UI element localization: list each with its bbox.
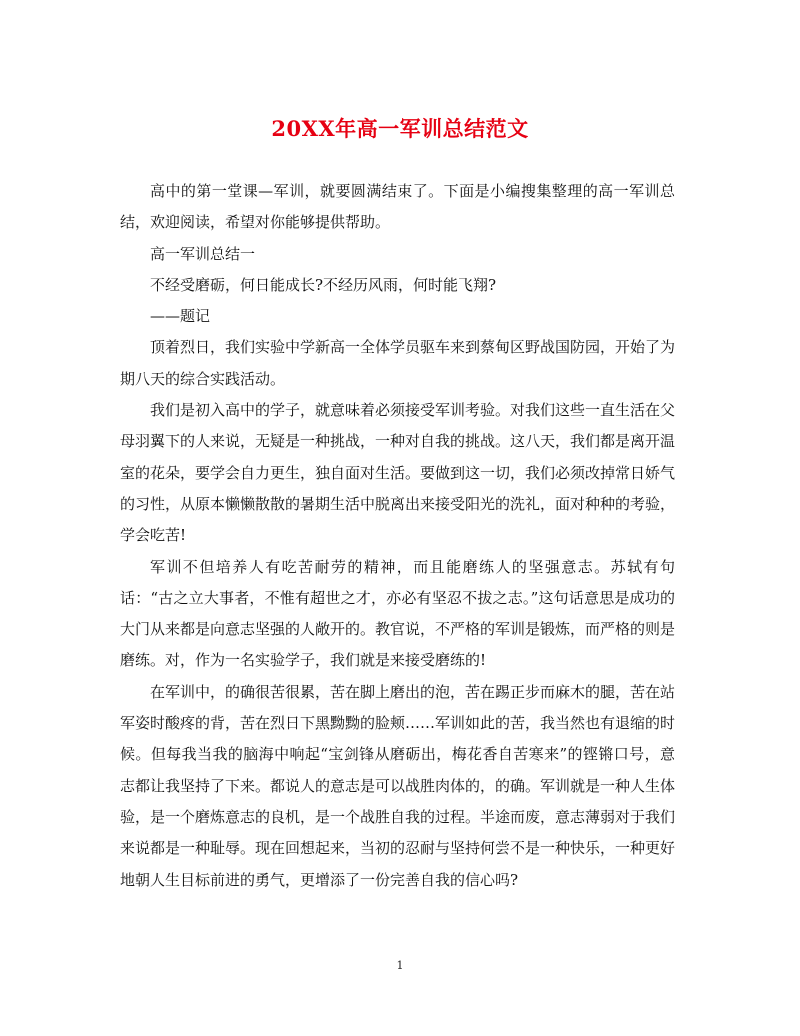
document-body — [120, 176, 675, 896]
section-heading: 高一军训总结一 — [150, 244, 256, 263]
body-paragraph: 顶着烈日，我们实验中学新高一全体学员驱车来到蔡甸区野战国防园，开始了为期八天的综合实践活动。 — [120, 338, 676, 388]
body-paragraph: 在军训中，的确很苦很累，苦在脚上磨出的泡，苦在踢正步而麻木的腿，苦在站军姿时酸疼的背，苦在烈日下黑黝黝的脸颊……军训如此的苦，我当然也有退缩的时候。但每我当我的脑海中响起“宝剑锋从磨砺出，梅花香自苦寒来”的铿锵口号，意志都让我坚持了下来。都说人的意志是可以战胜肉体的，的确。军训就是一种人生体验，是一个磨炼意志的良机，是一个战胜自我的过程。半途而废，意志薄弱对于我们来说都是一种耻辱。现在回想起来，当初的忍耐与坚持何尝不是一种快乐，一种更好地朝人生目标前进的勇气，更增添了一份完善自我的信心吗? — [120, 682, 676, 889]
page-number: 1 — [396, 959, 404, 972]
body-paragraph: 军训不但培养人有吃苦耐劳的精神，而且能磨练人的坚强意志。苏轼有句话：“古之立大事者，不惟有超世之才，亦必有坚忍不拔之志。”这句话意思是成功的大门从来都是向意志坚强的人敞开的。教官说，不严格的军训是锻炼，而严格的则是磨练。对，作为一名实验学子，我们就是来接受磨练的! — [120, 557, 676, 670]
body-paragraph: 我们是初入高中的学子，就意味着必须接受军训考验。对我们这些一直生活在父母羽翼下的人来说，无疑是一种挑战，一种对自我的挑战。这八天，我们都是离开温室的花朵，要学会自力更生，独自面对生活。要做到这一切，我们必须改掉常日娇气的习性，从原本懒懒散散的暑期生活中脱离出来接受阳光的洗礼，面对种种的考验，学会吃苦! — [120, 401, 676, 545]
epigraph-attribution: ——题记 — [150, 307, 211, 326]
intro-paragraph: 高中的第一堂课—军训，就要圆满结束了。下面是小编搜集整理的高一军训总结，欢迎阅读，希望对你能够提供帮助。 — [120, 182, 675, 232]
epigraph: 不经受磨砺，何日能成长?不经历风雨，何时能飞翔? — [150, 275, 497, 294]
document-title: 20XX年高一军训总结范文 — [271, 116, 529, 141]
